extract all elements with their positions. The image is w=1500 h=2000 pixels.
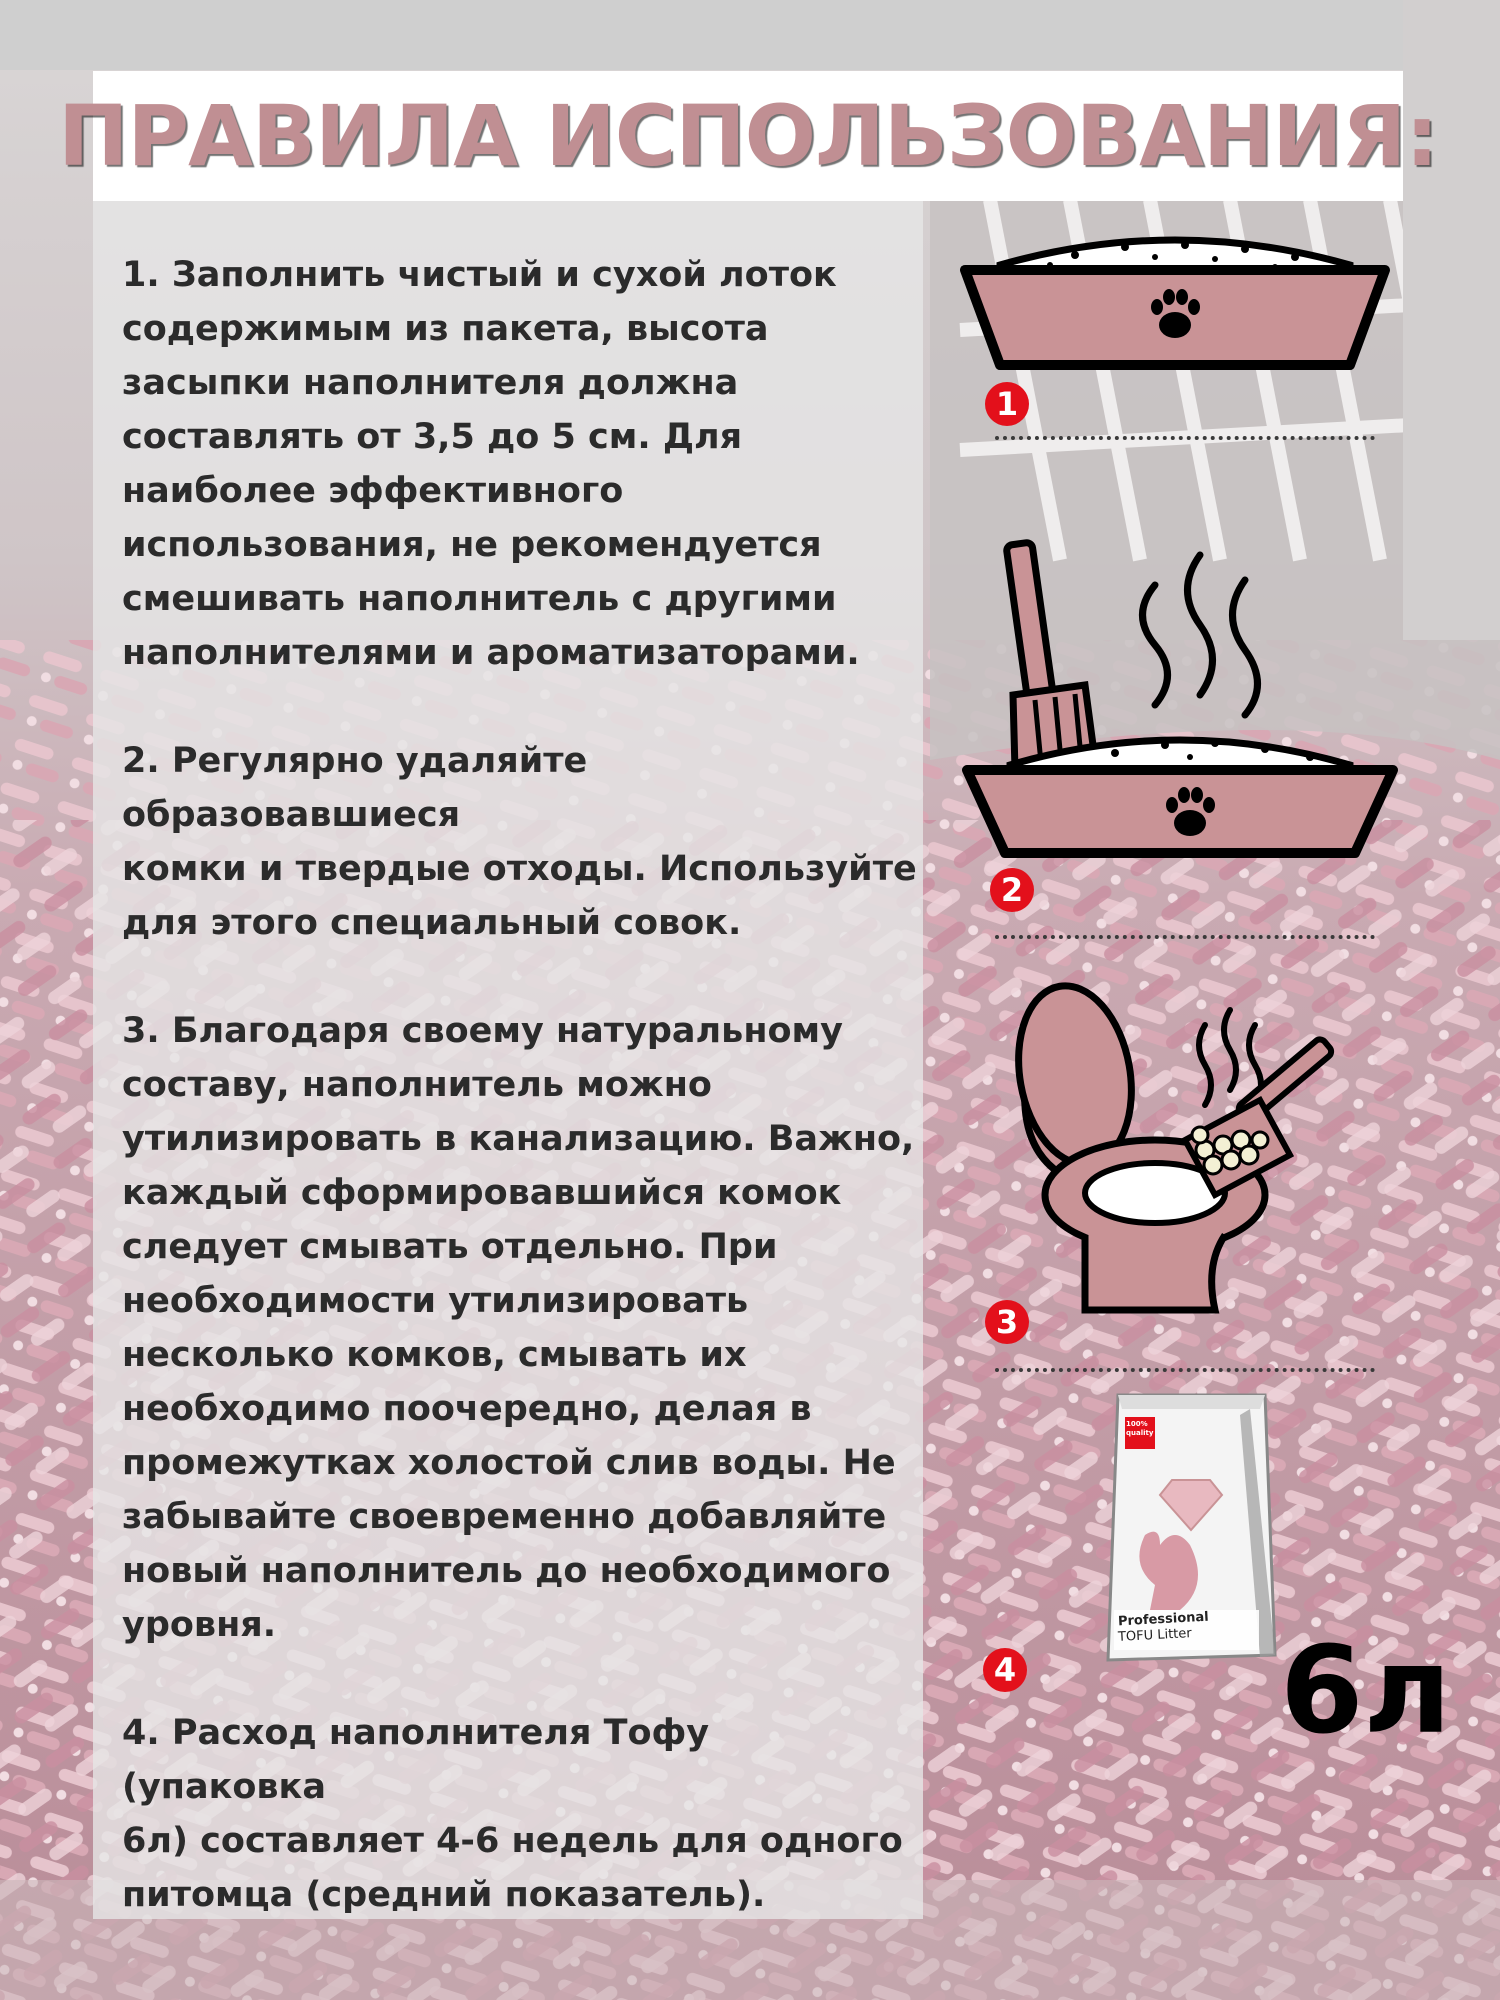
scoop-litter-box-icon (955, 535, 1405, 865)
title-banner (58, 71, 1438, 201)
package-volume: 6л (1280, 1622, 1452, 1761)
package-brand-line2: TOFU Litter (1117, 1626, 1193, 1645)
instructions-list (122, 248, 922, 1922)
step-2-text: 2. Регулярно удаляйте образовавшиеся комки и твердые отходы. Используйте для этого специальный совок. (122, 741, 917, 943)
step-4-text: 4. Расход наполнителя Тофу (упаковка 6л) составляет 4-6 недель для одного питомца (средний показатель). (122, 1713, 903, 1915)
step-badge-1: 1 (985, 382, 1029, 426)
step-badge-4: 4 (983, 1648, 1027, 1692)
step-badge-3: 3 (985, 1300, 1029, 1344)
toilet-icon (1005, 965, 1390, 1325)
divider-1 (995, 436, 1375, 440)
step-3-text: 3. Благодаря своему натуральному составу, наполнитель можно утилизировать в канализацию. Важно, каждый сформировавшийся комок следует смывать отдельно. При необходимости утилизировать несколько комков, смывать их необходимо поочередно, делая в промежутках холостой слив воды. Не забывайте своевременно добавляйте новый наполнитель до необходимого уровня. (122, 1011, 915, 1645)
step-badge-2: 2 (990, 868, 1034, 912)
package-brand-line1: Professional (1117, 1609, 1210, 1630)
package-badge-text: 100% quality (1126, 1420, 1154, 1437)
divider-3 (995, 1368, 1375, 1372)
step-1-text: 1. Заполнить чистый и сухой лоток содержимым из пакета, высота засыпки наполнителя должна составлять от 3,5 до 5 см. Для наиболее эффективного использования, не рекомендуется смешивать наполнитель с другими наполнителями и ароматизаторами. (122, 255, 860, 673)
page-title: ПРАВИЛА ИСПОЛЬЗОВАНИЯ: (58, 87, 1438, 185)
litter-box-icon (955, 225, 1395, 385)
divider-2 (995, 935, 1375, 939)
